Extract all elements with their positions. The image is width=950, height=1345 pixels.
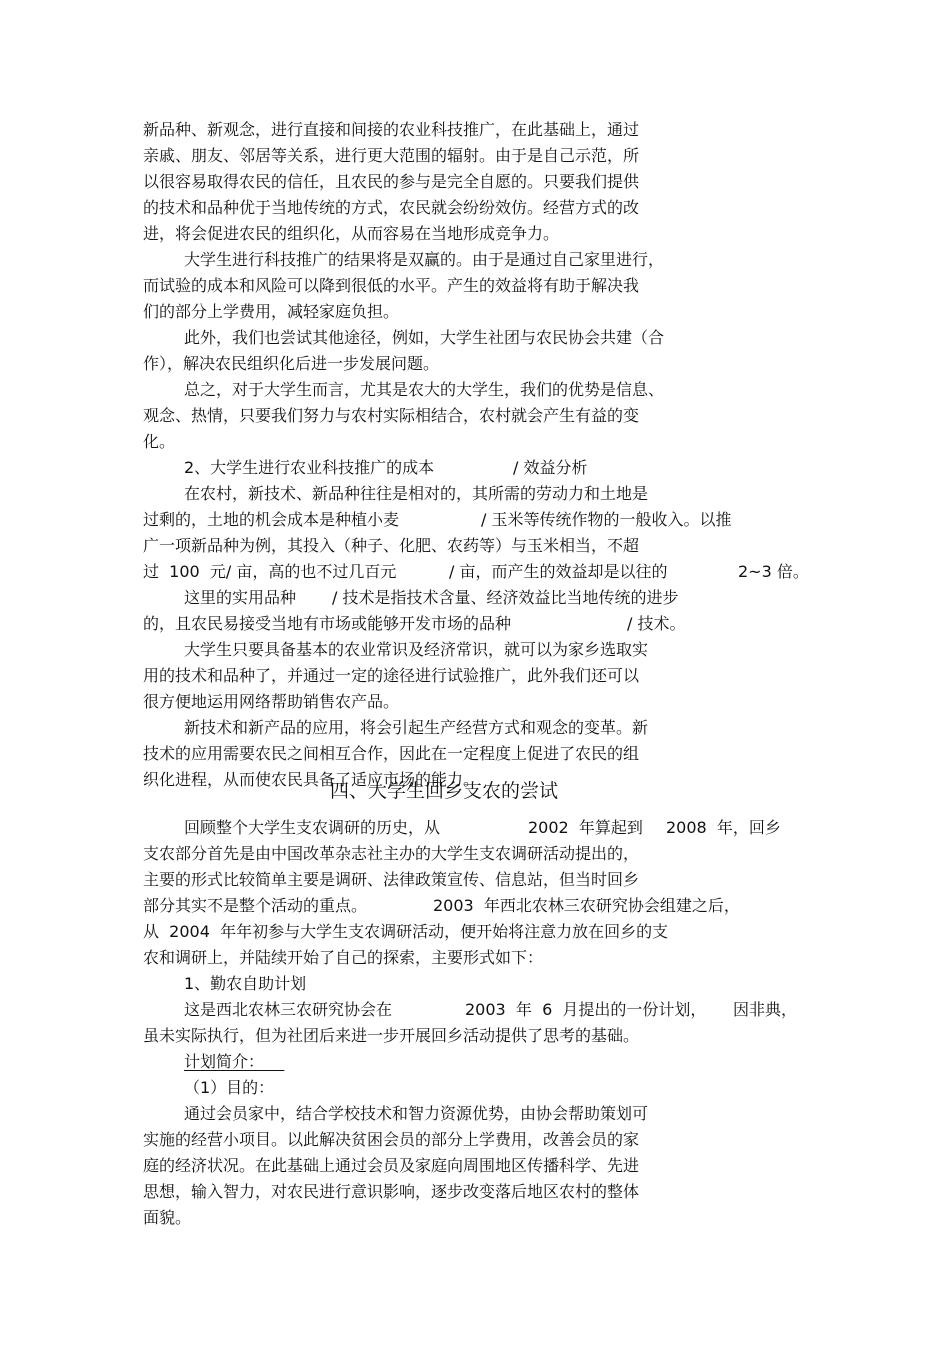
text-span: 技术的应用需要农民之间相互合作，因此在一定程度上促进了农民的组 <box>143 744 640 763</box>
text-span: / 亩，而产生的效益却是以往的 <box>449 562 668 581</box>
text-span: （1）目的： <box>184 1078 275 1097</box>
text-span: 部分其实不是整个活动的重点。 <box>143 896 368 915</box>
text-span: 亲戚、朋友、邻居等关系，进行更大范围的辐射。由于是自己示范，所 <box>143 146 640 165</box>
text-line <box>0 998 798 1022</box>
text-span: 回顾整个大学生支农调研的历史，从 <box>184 818 441 837</box>
text-span: 2002 年算起到 <box>528 818 643 837</box>
text-line <box>0 894 740 918</box>
text-line <box>0 508 732 532</box>
text-span: 过剩的，土地的机会成本是种植小麦 <box>143 510 400 529</box>
text-span: 化。 <box>143 432 176 451</box>
text-span: 2003 年 6 月提出的一份计划， <box>465 1000 707 1019</box>
text-span: 庭的经济状况。在此基础上通过会员及家庭向周围地区传播科学、先进 <box>143 1156 640 1175</box>
text-span: 总之，对于大学生而言，尤其是农大的大学生，我们的优势是信息、 <box>184 380 665 399</box>
text-span: 2008 年，回乡 <box>666 818 781 837</box>
text-line <box>0 586 679 610</box>
text-span: 2~3 倍。 <box>738 562 809 581</box>
text-span: 在农村，新技术、新品种往往是相对的，其所需的劳动力和土地是 <box>184 484 649 503</box>
text-line <box>0 816 781 840</box>
text-span: 1、勤农自助计划 <box>184 974 307 993</box>
text-span: 计划简介： <box>184 1052 285 1071</box>
text-span: / 玉米等传统作物的一般收入。以推 <box>481 510 732 529</box>
text-span: 观念、热情，只要我们努力与农村实际相结合，农村就会产生有益的变 <box>143 406 640 425</box>
text-span: 面貌。 <box>143 1208 192 1227</box>
text-span: 过 100 元/ 亩，高的也不过几百元 <box>143 562 397 581</box>
text-span: 2、大学生进行农业科技推广的成本 <box>184 458 435 477</box>
text-span: 支农部分首先是由中国改革杂志社主办的大学生支农调研活动提出的， <box>143 844 640 863</box>
chapter-heading: 四、大学生回乡支农的尝试 <box>330 780 559 802</box>
text-span: / 技术。 <box>627 614 686 633</box>
text-span: 很方便地运用网络帮助销售农产品。 <box>143 692 400 711</box>
text-span: / 效益分析 <box>513 458 588 477</box>
text-span: 虽未实际执行，但为社团后来进一步开展回乡活动提供了思考的基础。 <box>143 1026 640 1045</box>
text-span: 作），解决农民组织化后进一步发展问题。 <box>143 354 440 373</box>
section-heading <box>0 456 588 480</box>
text-span: / 技术是指技术含量、经济效益比当地传统的进步 <box>332 588 679 607</box>
text-line <box>0 560 809 584</box>
text-span: 思想，输入智力，对农民进行意识影响，逐步改变落后地区农村的整体 <box>143 1182 640 1201</box>
text-span: 实施的经营小项目。以此解决贫困会员的部分上学费用，改善会员的家 <box>143 1130 640 1149</box>
text-span: 因非典， <box>733 1000 798 1019</box>
text-span: 2003 年西北农林三农研究协会组建之后， <box>433 896 740 915</box>
text-span: 通过会员家中，结合学校技术和智力资源优势，由协会帮助策划可 <box>184 1104 649 1123</box>
text-span: 这是西北农林三农研究协会在 <box>184 1000 393 1019</box>
text-span: 农和调研上，并陆续开始了自己的探索，主要形式如下： <box>143 948 544 967</box>
text-span: 进，将会促进农民的组织化，从而容易在当地形成竞争力。 <box>143 224 560 243</box>
text-span: 广一项新品种为例，其投入（种子、化肥、农药等）与玉米相当，不超 <box>143 536 640 555</box>
text-span: 织化进程，从而使农民具备了适应市场的能力。 <box>143 770 480 789</box>
text-line <box>0 612 686 636</box>
text-span: 此外，我们也尝试其他途径，例如，大学生社团与农民协会共建（合 <box>184 328 665 347</box>
text-span: 用的技术和品种了，并通过一定的途径进行试验推广，此外我们还可以 <box>143 666 640 685</box>
text-span: 新技术和新产品的应用，将会引起生产经营方式和观念的变革。新 <box>184 718 649 737</box>
text-span: 们的部分上学费用，减轻家庭负担。 <box>143 302 400 321</box>
text-span: 主要的形式比较简单主要是调研、法律政策宣传、信息站，但当时回乡 <box>143 870 640 889</box>
text-span: 大学生进行科技推广的结果将是双赢的。由于是通过自己家里进行， <box>184 250 665 269</box>
text-span: 而试验的成本和风险可以降到很低的水平。产生的效益将有助于解决我 <box>143 276 640 295</box>
text-span: 的技术和品种优于当地传统的方式，农民就会纷纷效仿。经营方式的改 <box>143 198 640 217</box>
text-span: 这里的实用品种 <box>184 588 297 607</box>
text-span: 的，且农民易接受当地有市场或能够开发市场的品种 <box>143 614 512 633</box>
text-span: 从 2004 年年初参与大学生支农调研活动，便开始将注意力放在回乡的支 <box>143 922 669 941</box>
text-span: 以很容易取得农民的信任，且农民的参与是完全自愿的。只要我们提供 <box>143 172 640 191</box>
text-span: 大学生只要具备基本的农业常识及经济常识，就可以为家乡选取实 <box>184 640 649 659</box>
text-span: 新品种、新观念，进行直接和间接的农业科技推广，在此基础上，通过 <box>143 120 640 139</box>
